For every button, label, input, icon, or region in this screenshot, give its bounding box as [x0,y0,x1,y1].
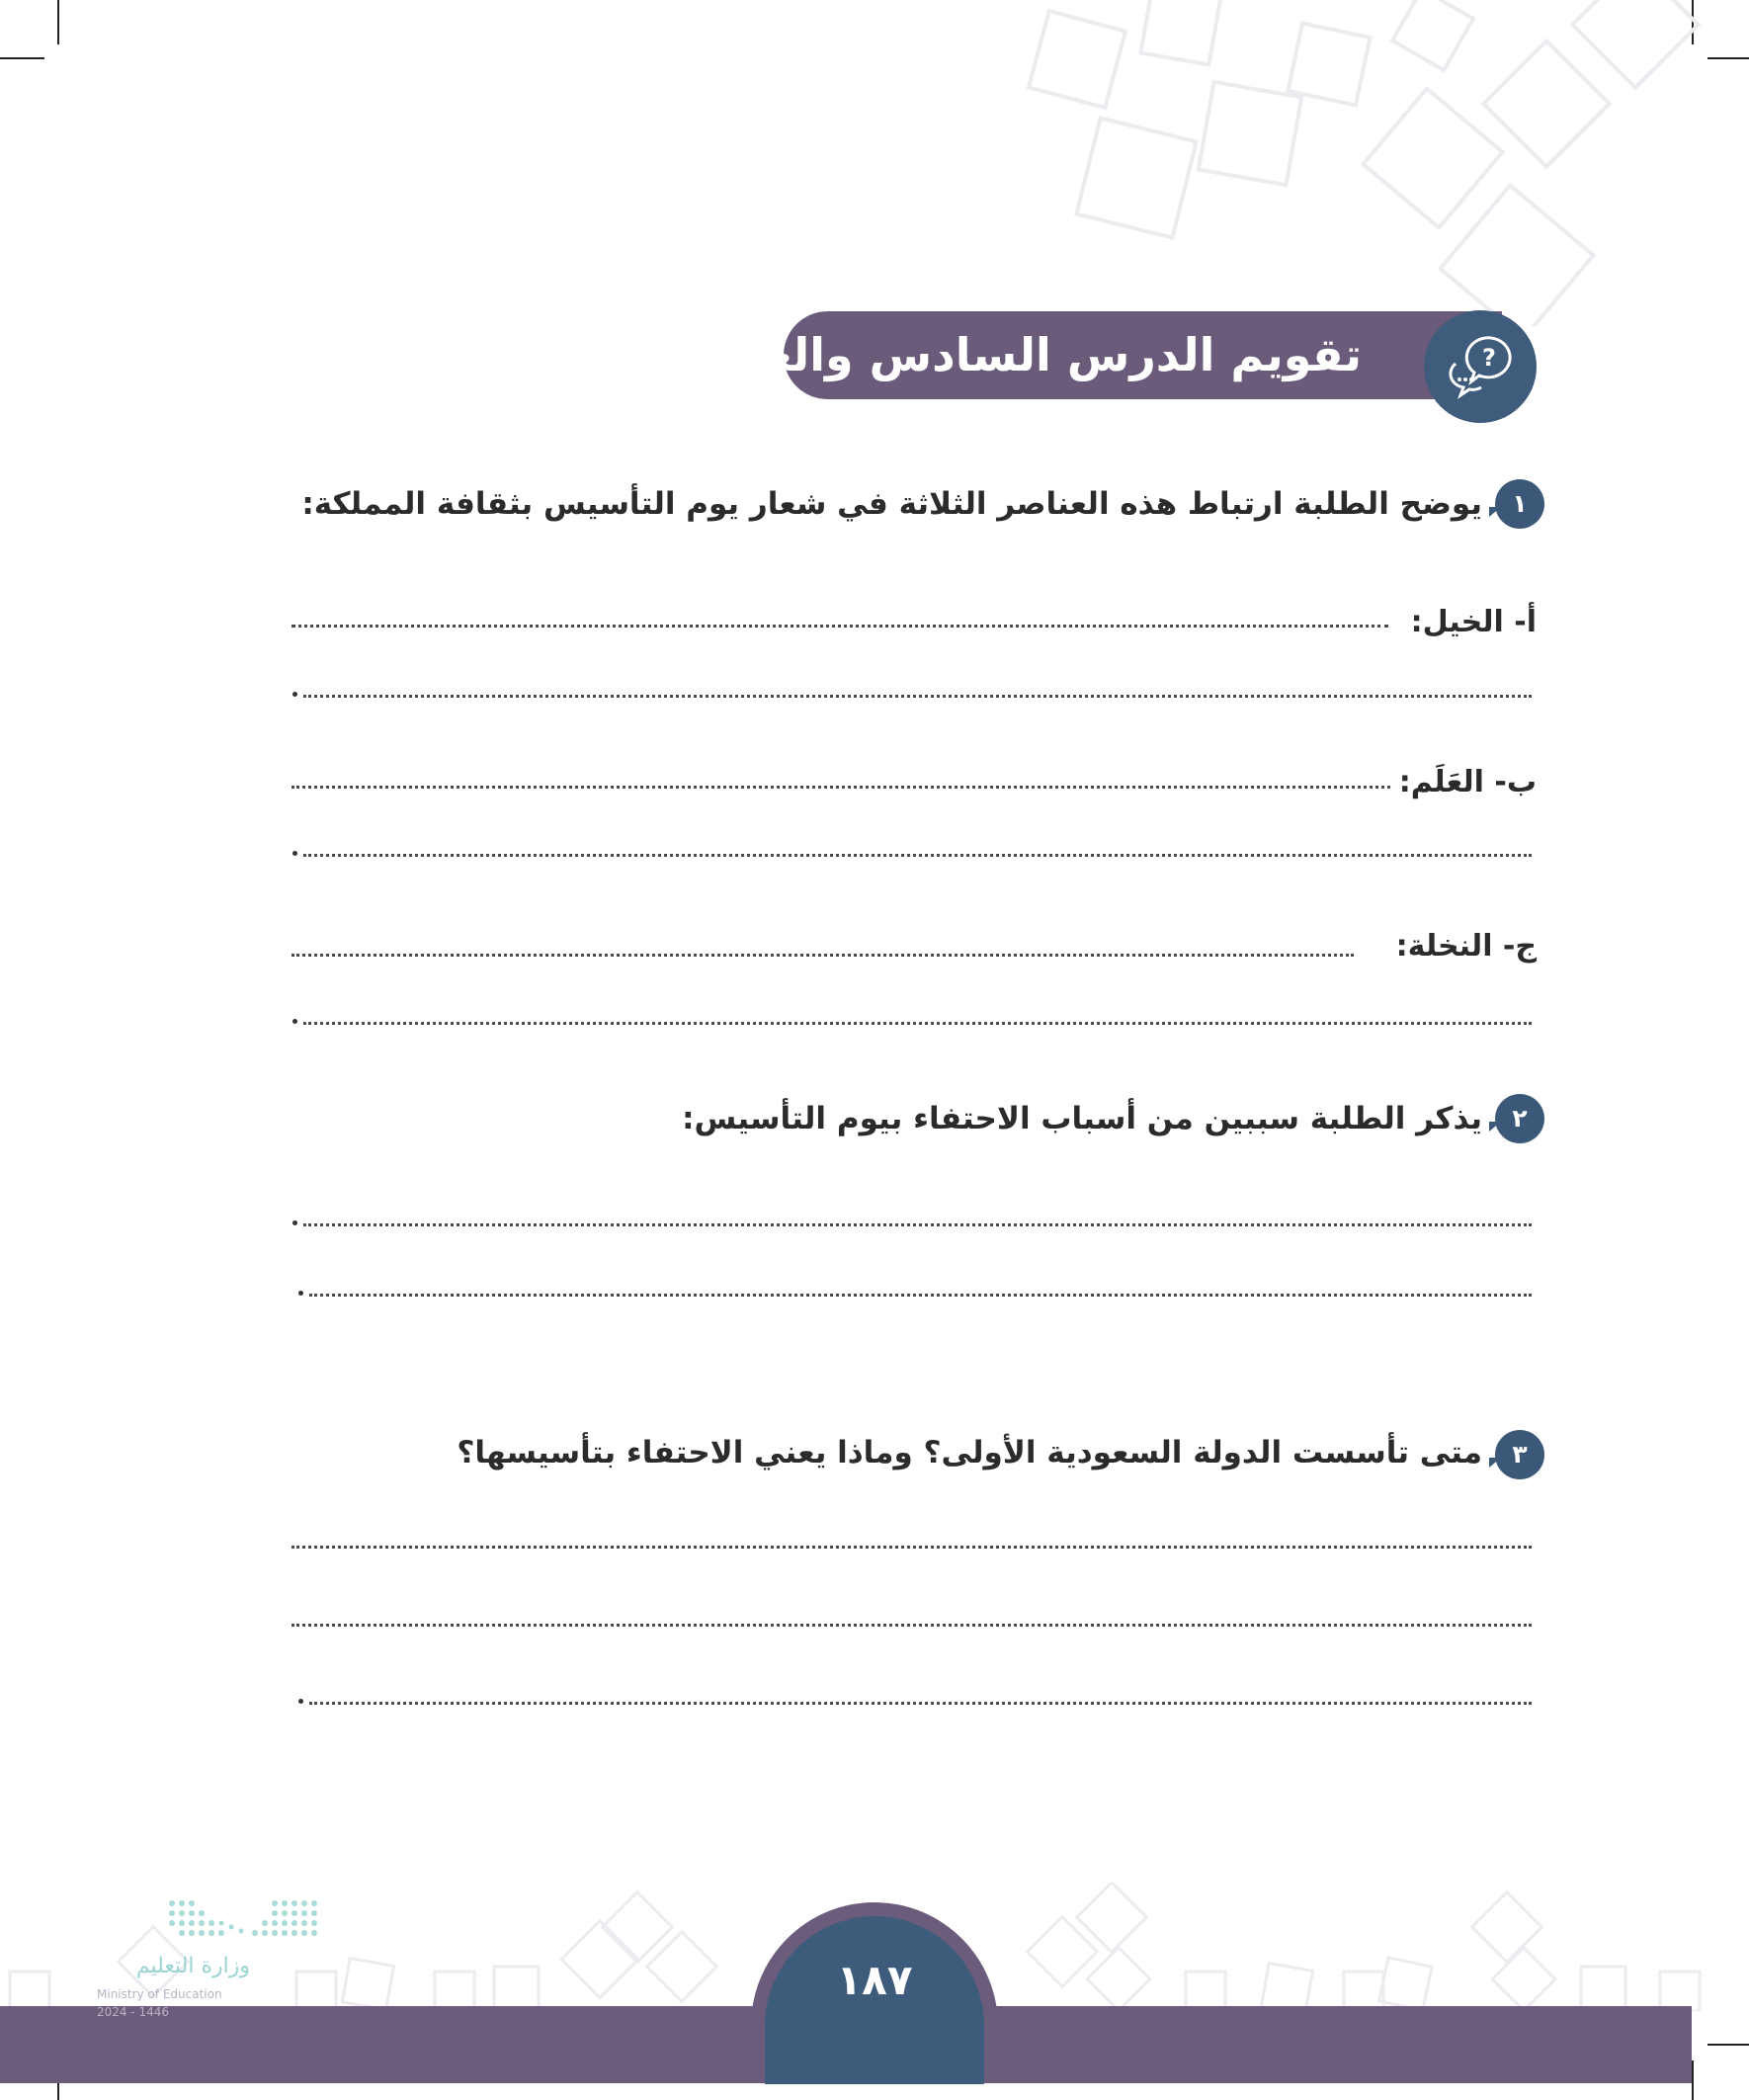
ministry-name-ar: وزارة التعليم [135,1954,250,1978]
answer-line[interactable] [292,625,1388,628]
crop-mark [57,0,59,44]
answer-line[interactable] [309,1702,1532,1705]
answer-line[interactable] [292,1624,1532,1627]
lesson-title-banner [625,311,1502,399]
line-period [292,851,297,856]
answer-line[interactable] [303,1223,1532,1226]
ministry-name-en: Ministry of Education [97,1987,222,2001]
question-1-text: يوضح الطلبة ارتباط هذه العناصر الثلاثة في شعار يوم التأسيس بثقافة المملكة: [301,486,1482,522]
answer-line[interactable] [303,1022,1532,1025]
question-1-number: ١ [1495,479,1544,529]
answer-line[interactable] [303,695,1532,698]
answer-line[interactable] [292,1546,1532,1549]
crop-mark [1692,2060,1694,2100]
lesson-title: تقويم الدرس السادس والعشرون [625,328,1362,381]
question-3-number: ٣ [1495,1430,1544,1479]
svg-text:?: ? [1482,344,1496,372]
line-period [292,1019,297,1024]
page-number: ١٨٧ [836,1956,913,2004]
item-flag-label: ب- العَلَم: [1398,765,1537,799]
ministry-dots-icon [166,1897,324,1951]
question-2-text: يذكر الطلبة سببين من أسباب الاحتفاء بيوم التأسيس: [682,1101,1482,1136]
decorative-pattern-top [968,0,1719,326]
question-3-text: متى تأسست الدولة السعودية الأولى؟ وماذا يعني الاحتفاء بتأسيسها؟ [457,1435,1482,1470]
line-period [292,692,297,697]
title-badge [1424,310,1537,423]
question-2-number: ٢ [1495,1094,1544,1143]
crop-mark [1707,2044,1749,2046]
item-horse-label: أ- الخيل: [1410,605,1537,639]
ministry-year: 2024 - 1446 [97,2005,170,2019]
ministry-logo [97,1897,334,2036]
answer-line[interactable] [292,954,1354,957]
line-period [292,1220,297,1225]
answer-line[interactable] [309,1294,1532,1297]
line-period [298,1699,303,1704]
page-number-tab-inner [765,1916,984,2084]
crop-mark [0,57,44,59]
answer-line[interactable] [292,786,1390,789]
line-period [298,1291,303,1296]
answer-line[interactable] [303,854,1532,857]
question-chat-icon [1446,330,1517,401]
item-palm-label: ج- النخلة: [1395,929,1537,964]
